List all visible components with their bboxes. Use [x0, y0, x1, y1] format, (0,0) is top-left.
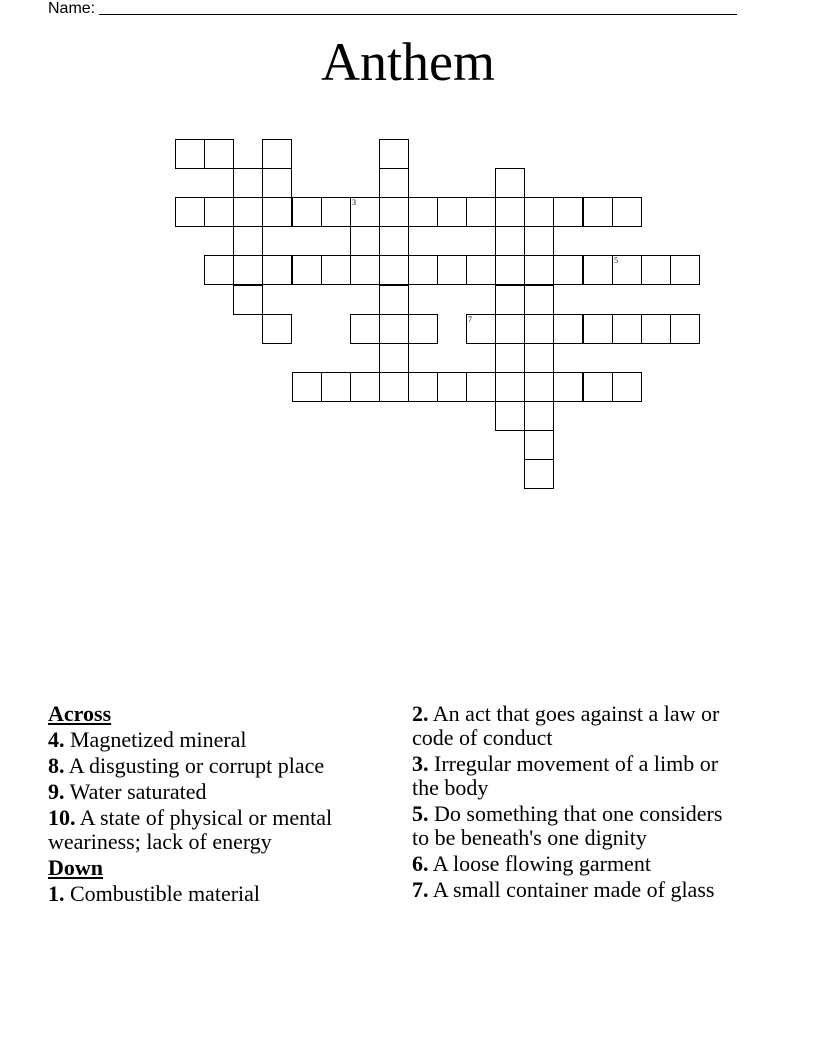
grid-cell[interactable] [204, 139, 234, 169]
grid-cell[interactable] [670, 314, 700, 344]
grid-cell[interactable] [292, 372, 322, 402]
clue-text: A small container made of glass [432, 877, 715, 902]
grid-cell[interactable] [466, 372, 496, 402]
clue-text: A state of physical or mental weariness; lack of energy [48, 805, 333, 854]
grid-cell[interactable] [379, 168, 409, 198]
grid-cell[interactable] [437, 372, 467, 402]
grid-cell[interactable] [583, 197, 613, 227]
grid-cell[interactable] [262, 255, 292, 285]
clue-across-4 [48, 728, 400, 752]
clue-number: 2. [412, 701, 429, 726]
grid-cell[interactable] [553, 255, 583, 285]
grid-cell[interactable] [262, 314, 292, 344]
grid-cell[interactable] [553, 372, 583, 402]
clue-number: 4. [48, 727, 65, 752]
grid-cell[interactable] [379, 197, 409, 227]
grid-cell[interactable] [350, 372, 380, 402]
grid-cell[interactable] [408, 372, 438, 402]
clue-down-7 [412, 878, 742, 902]
grid-cell[interactable] [495, 343, 525, 373]
grid-cell[interactable] [321, 255, 351, 285]
grid-cell[interactable] [524, 197, 554, 227]
grid-cell[interactable] [233, 168, 263, 198]
grid-cell[interactable] [524, 226, 554, 256]
clue-down-3 [412, 752, 742, 800]
clue-text: Combustible material [70, 881, 261, 906]
grid-cell[interactable] [495, 197, 525, 227]
grid-cell[interactable] [379, 226, 409, 256]
clue-down-2 [412, 702, 742, 750]
grid-cell[interactable] [583, 314, 613, 344]
grid-cell[interactable] [524, 401, 554, 431]
clues-left-column [48, 700, 400, 906]
name-label: Name: [48, 0, 96, 17]
clue-number: 10. [48, 805, 76, 830]
grid-cell[interactable] [495, 285, 525, 315]
grid-cell[interactable] [495, 372, 525, 402]
clue-number: 8. [48, 753, 65, 778]
grid-cell[interactable] [524, 314, 554, 344]
grid-cell[interactable] [437, 255, 467, 285]
puzzle-title: Anthem [321, 32, 495, 92]
grid-cell[interactable] [524, 372, 554, 402]
clue-text: A loose flowing garment [432, 851, 651, 876]
grid-cell[interactable] [233, 255, 263, 285]
grid-cell[interactable] [379, 139, 409, 169]
clue-text: An act that goes against a law or code of conduct [412, 701, 720, 750]
grid-cell[interactable] [350, 255, 380, 285]
clue-number: 3. [412, 751, 429, 776]
grid-cell[interactable] [466, 255, 496, 285]
clue-number: 6. [412, 851, 429, 876]
clue-number: 1. [48, 881, 65, 906]
clue-text: Water saturated [69, 779, 207, 804]
grid-cell[interactable] [408, 314, 438, 344]
grid-cell[interactable] [612, 372, 642, 402]
grid-cell[interactable] [350, 226, 380, 256]
grid-cell[interactable] [495, 314, 525, 344]
clue-down-1 [48, 882, 400, 906]
grid-cell[interactable] [495, 226, 525, 256]
clue-across-8 [48, 754, 400, 778]
clue-text: Magnetized mineral [70, 727, 247, 752]
across-heading: Across [48, 701, 112, 726]
grid-cell[interactable] [553, 197, 583, 227]
grid-cell[interactable] [670, 255, 700, 285]
grid-cell[interactable] [524, 430, 554, 460]
grid-cell[interactable] [321, 372, 351, 402]
grid-cell[interactable] [379, 314, 409, 344]
grid-cell[interactable] [350, 197, 380, 227]
grid-cell[interactable] [583, 372, 613, 402]
grid-cell[interactable] [204, 255, 234, 285]
grid-cell[interactable] [641, 255, 671, 285]
clue-down-5 [412, 802, 742, 850]
clue-across-10 [48, 806, 400, 854]
clue-number-label: 5 [614, 256, 618, 265]
grid-cell[interactable] [321, 197, 351, 227]
grid-cell[interactable] [495, 168, 525, 198]
grid-cell[interactable] [379, 372, 409, 402]
grid-cell[interactable] [175, 197, 205, 227]
down-heading: Down [48, 855, 104, 880]
grid-cell[interactable] [262, 197, 292, 227]
grid-cell[interactable] [583, 255, 613, 285]
grid-cell[interactable] [524, 459, 554, 489]
grid-cell[interactable] [350, 314, 380, 344]
clue-number-label: 7 [468, 315, 472, 324]
grid-cell[interactable] [379, 255, 409, 285]
grid-cell[interactable] [262, 168, 292, 198]
grid-cell[interactable] [204, 197, 234, 227]
clue-number: 9. [48, 779, 65, 804]
clue-down-6 [412, 852, 742, 876]
grid-cell[interactable] [612, 197, 642, 227]
grid-cell[interactable] [524, 255, 554, 285]
clue-text: Irregular movement of a limb or the body [412, 751, 719, 800]
grid-cell[interactable] [292, 197, 322, 227]
grid-cell[interactable] [233, 285, 263, 315]
clue-number: 7. [412, 877, 429, 902]
grid-cell[interactable] [612, 255, 642, 285]
grid-cell[interactable] [292, 255, 322, 285]
grid-cell[interactable] [553, 314, 583, 344]
clue-across-9 [48, 780, 400, 804]
grid-cell[interactable] [175, 139, 205, 169]
clue-text: A disgusting or corrupt place [68, 753, 325, 778]
grid-cell[interactable] [437, 197, 467, 227]
clue-text: Do something that one considers to be beneath's one dignity [412, 801, 723, 850]
grid-cell[interactable] [524, 285, 554, 315]
grid-cell[interactable] [495, 255, 525, 285]
name-field[interactable] [48, 0, 737, 18]
clues-right-column [412, 700, 742, 902]
grid-cell[interactable] [408, 255, 438, 285]
grid-cell[interactable] [379, 343, 409, 373]
grid-cell[interactable] [233, 226, 263, 256]
name-blank-line[interactable] [99, 0, 737, 15]
clue-number: 5. [412, 801, 429, 826]
grid-cell[interactable] [466, 197, 496, 227]
grid-cell[interactable] [379, 285, 409, 315]
grid-cell[interactable] [641, 314, 671, 344]
grid-cell[interactable] [466, 314, 496, 344]
grid-cell[interactable] [524, 343, 554, 373]
grid-cell[interactable] [612, 314, 642, 344]
grid-cell[interactable] [262, 139, 292, 169]
grid-cell[interactable] [495, 401, 525, 431]
grid-cell[interactable] [408, 197, 438, 227]
clue-number-label: 3 [352, 198, 356, 207]
